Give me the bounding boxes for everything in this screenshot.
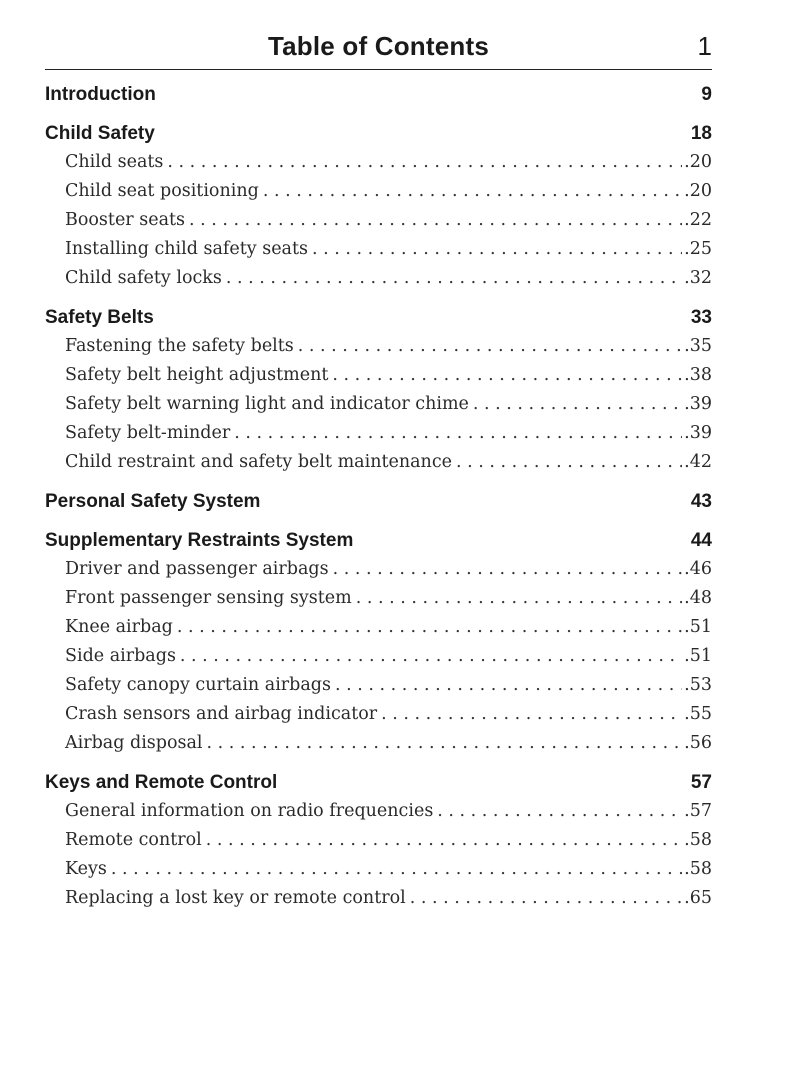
section-title: Personal Safety System: [45, 491, 261, 512]
toc-section-heading[interactable]: [45, 768, 712, 797]
toc-entry[interactable]: [45, 700, 712, 729]
toc-entry[interactable]: [45, 826, 712, 855]
entry-page-number: .58: [684, 830, 712, 850]
entry-page-number: .39: [684, 423, 712, 443]
entry-page-number: .48: [684, 588, 712, 608]
dot-leader: [207, 729, 683, 758]
section-page-number: 33: [690, 307, 712, 328]
entry-page-number: .39: [684, 394, 712, 414]
entry-page-number: .20: [684, 181, 712, 201]
dot-leader: [111, 855, 682, 884]
entry-page-number: .51: [684, 646, 712, 666]
toc-section: [45, 487, 712, 516]
toc-section-heading[interactable]: [45, 526, 712, 555]
section-page-number: 44: [690, 530, 712, 551]
toc-entry[interactable]: [45, 729, 712, 758]
entry-page-number: .57: [684, 801, 712, 821]
dot-leader: [226, 264, 682, 293]
entry-title: Driver and passenger airbags: [65, 559, 329, 579]
section-page-number: 18: [690, 123, 712, 144]
toc-section: [45, 303, 712, 477]
section-title: Safety Belts: [45, 307, 154, 328]
toc-section-heading[interactable]: [45, 303, 712, 332]
toc-entry[interactable]: [45, 855, 712, 884]
entry-title: Safety belt height adjustment: [65, 365, 329, 385]
toc-page: [45, 0, 712, 923]
toc-entry[interactable]: [45, 584, 712, 613]
entry-page-number: .65: [684, 888, 712, 908]
entry-page-number: .25: [684, 239, 712, 259]
dot-leader: [177, 613, 682, 642]
entry-title: Airbag disposal: [65, 733, 203, 753]
entry-page-number: .32: [684, 268, 712, 288]
dot-leader: [333, 555, 683, 584]
toc-entry[interactable]: [45, 177, 712, 206]
entry-title: Child seat positioning: [65, 181, 259, 201]
toc-entry[interactable]: [45, 332, 712, 361]
section-page-number: 43: [690, 491, 712, 512]
dot-leader: [456, 448, 682, 477]
page-number: 1: [697, 31, 712, 61]
entry-page-number: .42: [684, 452, 712, 472]
toc-entry[interactable]: [45, 642, 712, 671]
toc-entry[interactable]: [45, 390, 712, 419]
dot-leader: [263, 177, 682, 206]
dot-leader: [335, 671, 682, 700]
entry-title: Safety belt-minder: [65, 423, 231, 443]
toc-section-heading[interactable]: [45, 487, 712, 516]
entry-title: Child restraint and safety belt maintenance: [65, 452, 452, 472]
toc-section: [45, 80, 712, 109]
toc-entry[interactable]: [45, 555, 712, 584]
entry-page-number: .35: [684, 336, 712, 356]
section-page-number: 57: [690, 772, 712, 793]
entry-title: Child seats: [65, 152, 164, 172]
section-title: Keys and Remote Control: [45, 772, 278, 793]
toc-entry[interactable]: [45, 361, 712, 390]
entry-title: Safety belt warning light and indicator chime: [65, 394, 469, 414]
entry-title: Crash sensors and airbag indicator: [65, 704, 378, 724]
section-title: Introduction: [45, 84, 156, 105]
entry-title: General information on radio frequencies: [65, 801, 434, 821]
toc-section: [45, 119, 712, 293]
entry-title: Knee airbag: [65, 617, 173, 637]
entry-page-number: .53: [684, 675, 712, 695]
section-title: Supplementary Restraints System: [45, 530, 354, 551]
dot-leader: [437, 797, 682, 826]
section-title: Child Safety: [45, 123, 155, 144]
entry-page-number: .46: [684, 559, 712, 579]
entry-title: Side airbags: [65, 646, 176, 666]
dot-leader: [381, 700, 682, 729]
entry-page-number: .22: [684, 210, 712, 230]
entry-title: Safety canopy curtain airbags: [65, 675, 331, 695]
dot-leader: [473, 390, 682, 419]
entry-title: Keys: [65, 859, 107, 879]
entry-title: Replacing a lost key or remote control: [65, 888, 406, 908]
entry-title: Remote control: [65, 830, 202, 850]
dot-leader: [189, 206, 682, 235]
dot-leader: [167, 148, 682, 177]
toc-entry[interactable]: [45, 448, 712, 477]
toc-entry[interactable]: [45, 264, 712, 293]
entry-page-number: .56: [684, 733, 712, 753]
table-of-contents: [45, 80, 712, 913]
dot-leader: [356, 584, 682, 613]
toc-entry[interactable]: [45, 884, 712, 913]
entry-title: Fastening the safety belts: [65, 336, 294, 356]
toc-entry[interactable]: [45, 235, 712, 264]
page-title: Table of Contents: [267, 31, 490, 61]
page-header: [45, 0, 712, 70]
dot-leader: [332, 361, 682, 390]
toc-entry[interactable]: [45, 613, 712, 642]
entry-page-number: .58: [684, 859, 712, 879]
dot-leader: [234, 419, 682, 448]
entry-page-number: .55: [684, 704, 712, 724]
dot-leader: [206, 826, 682, 855]
dot-leader: [312, 235, 682, 264]
entry-title: Child safety locks: [65, 268, 222, 288]
toc-entry[interactable]: [45, 419, 712, 448]
section-page-number: 9: [701, 84, 712, 105]
toc-section-heading[interactable]: [45, 80, 712, 109]
toc-section: [45, 526, 712, 758]
entry-page-number: .51: [684, 617, 712, 637]
entry-title: Front passenger sensing system: [65, 588, 352, 608]
entry-title: Installing child safety seats: [65, 239, 309, 259]
dot-leader: [410, 884, 682, 913]
toc-section: [45, 768, 712, 913]
toc-entry[interactable]: [45, 206, 712, 235]
toc-entry[interactable]: [45, 797, 712, 826]
entry-page-number: .38: [684, 365, 712, 385]
entry-page-number: .20: [684, 152, 712, 172]
toc-section-heading[interactable]: [45, 119, 712, 148]
toc-entry[interactable]: [45, 148, 712, 177]
dot-leader: [180, 642, 682, 671]
toc-entry[interactable]: [45, 671, 712, 700]
dot-leader: [298, 332, 682, 361]
entry-title: Booster seats: [65, 210, 186, 230]
